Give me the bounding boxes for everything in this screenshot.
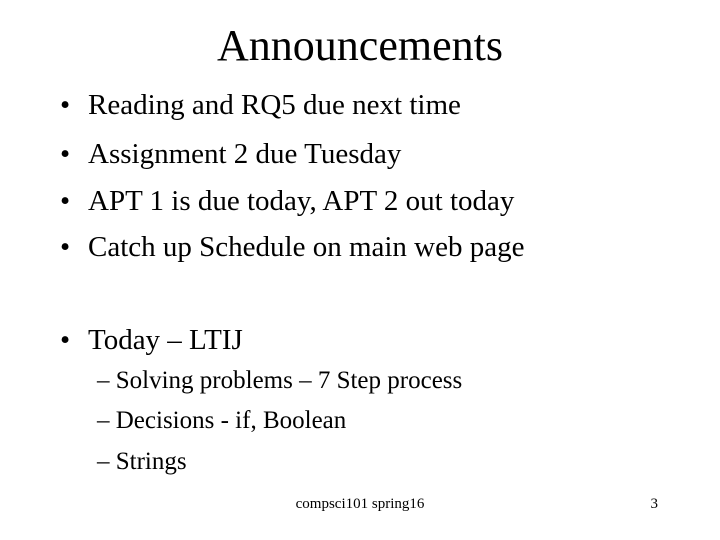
bullet-text: Catch up Schedule on main web page bbox=[88, 231, 525, 263]
sub-bullet-item: – Decisions - if, Boolean bbox=[97, 407, 347, 434]
bullet-dot: • bbox=[60, 231, 71, 263]
bullet-text: Reading and RQ5 due next time bbox=[88, 89, 461, 121]
bullet-text: Assignment 2 due Tuesday bbox=[88, 138, 402, 170]
sub-bullet-item: – Strings bbox=[97, 448, 187, 475]
slide-title: Announcements bbox=[217, 21, 503, 70]
bullet-item bbox=[60, 230, 525, 264]
bullet-dot: • bbox=[60, 89, 71, 121]
bullet-item bbox=[60, 88, 461, 122]
bullet-item bbox=[60, 137, 401, 171]
bullet-dot: • bbox=[60, 185, 71, 217]
bullet-dot: • bbox=[60, 324, 71, 356]
bullet-item bbox=[60, 184, 514, 218]
bullet-dot: • bbox=[60, 138, 71, 170]
bullet-text: APT 1 is due today, APT 2 out today bbox=[88, 185, 515, 217]
sub-bullet-item: – Solving problems – 7 Step process bbox=[97, 367, 463, 394]
footer-course: compsci101 spring16 bbox=[295, 496, 425, 512]
bullet-item-today bbox=[60, 323, 243, 357]
bullet-text: Today – LTIJ bbox=[88, 324, 243, 356]
page-number: 3 bbox=[650, 496, 658, 512]
